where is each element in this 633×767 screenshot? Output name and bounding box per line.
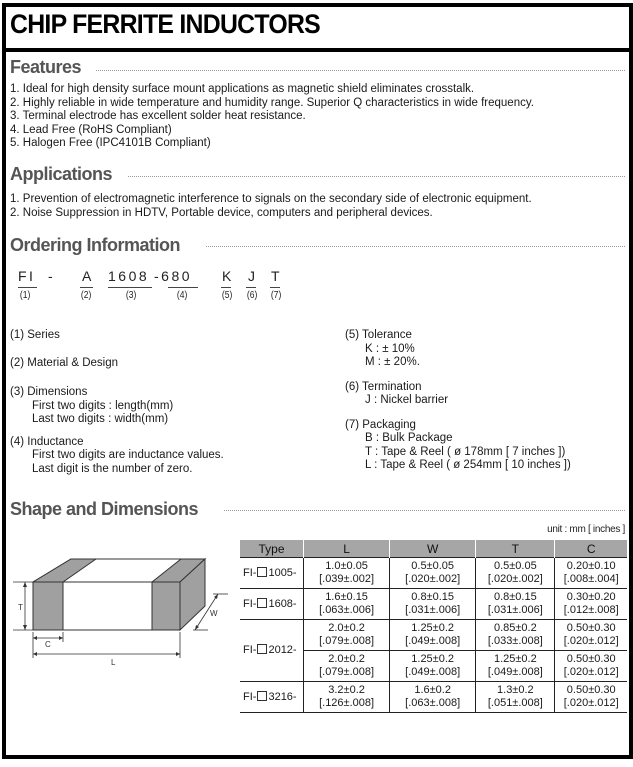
column-header-l: L xyxy=(304,540,390,558)
w-cell: 0.5±0.05 [.020±.002] xyxy=(390,558,476,589)
code-label: (5) xyxy=(221,290,233,301)
material-label: (2) Material & Design xyxy=(10,356,119,369)
code-label: (4) xyxy=(176,290,188,301)
underline xyxy=(221,287,231,288)
inductance-label: (4) Inductance xyxy=(10,435,84,448)
svg-text:W: W xyxy=(210,609,218,618)
packaging-option: L : Tape & Reel ( ø 254mm [ 10 inches ]) xyxy=(365,459,571,471)
features-heading: Features xyxy=(10,57,82,77)
w-cell: 1.6±0.2 [.063±.008] xyxy=(390,682,476,713)
applications-list xyxy=(10,193,532,220)
type-cell: FI- 3216- xyxy=(240,682,304,713)
table-row xyxy=(240,682,627,713)
tolerance-option: K : ± 10% xyxy=(365,342,415,355)
inductance-detail: Last digit is the number of zero. xyxy=(32,462,193,475)
t-cell: 1.3±0.2 [.051±.008] xyxy=(476,682,555,713)
title-box xyxy=(2,3,633,52)
underline xyxy=(168,287,198,288)
shape-divider xyxy=(224,510,625,511)
table-row xyxy=(240,558,627,589)
t-cell: 0.8±0.15 [.031±.006] xyxy=(476,589,555,620)
type-cell: FI- 1608- xyxy=(240,589,304,620)
features-list xyxy=(10,83,534,151)
t-cell: 0.5±0.05 [.020±.002] xyxy=(476,558,555,589)
code-part-material: A xyxy=(82,268,94,284)
checkbox-placeholder-icon xyxy=(257,691,267,701)
chip-dimension-diagram xyxy=(8,540,238,670)
application-item: 2. Noise Suppression in HDTV, Portable device, computers and peripheral devices. xyxy=(10,206,433,219)
code-label: (7) xyxy=(270,290,282,301)
packaging-label: (7) Packaging xyxy=(345,418,416,431)
dimensions-label: (3) Dimensions xyxy=(10,386,88,398)
column-header-c: C xyxy=(555,540,627,558)
c-cell: 0.50±0.30 [.020±.012] xyxy=(555,620,627,651)
unit-note: unit : mm [ inches ] xyxy=(547,524,625,535)
t-cell: 0.85±0.2 [.033±.008] xyxy=(476,620,555,651)
c-cell: 0.50±0.30 [.020±.012] xyxy=(555,682,627,713)
underline xyxy=(108,287,152,288)
feature-item: 4. Lead Free (RoHS Compliant) xyxy=(10,123,172,136)
packaging-option: T : Tape & Reel ( ø 178mm [ 7 inches ]) xyxy=(365,445,566,458)
checkbox-placeholder-icon xyxy=(257,644,267,654)
page-title: CHIP FERRITE INDUCTORS xyxy=(10,9,320,39)
ordering-right-column xyxy=(345,329,571,473)
feature-item: 2. Highly reliable in wide temperature and humidity range. Superior Q characteristics in wide frequency. xyxy=(10,96,534,109)
l-cell: 2.0±0.2 [.079±.008] xyxy=(304,651,390,682)
underline xyxy=(270,287,280,288)
termination-label: (6) Termination xyxy=(345,380,422,393)
type-cell: FI- 1005- xyxy=(240,558,304,589)
tolerance-label: (5) Tolerance xyxy=(345,329,412,341)
column-header-t: T xyxy=(476,540,555,558)
code-label: (1) xyxy=(19,290,31,301)
dimensions-detail: First two digits : length(mm) xyxy=(32,399,174,412)
w-cell: 0.8±0.15 [.031±.006] xyxy=(390,589,476,620)
l-cell: 1.0±0.05 [.039±.002] xyxy=(304,558,390,589)
svg-text:T: T xyxy=(18,603,23,612)
dimensions-table xyxy=(240,540,627,713)
c-cell: 0.50±0.30 [.020±.012] xyxy=(555,651,627,682)
checkbox-placeholder-icon xyxy=(257,567,267,577)
code-part-termination: J xyxy=(248,268,258,284)
t-cell: 1.25±0.2 [.049±.008] xyxy=(476,651,555,682)
code-label: (3) xyxy=(125,290,137,301)
feature-item: 3. Terminal electrode has excellent solder heat resistance. xyxy=(10,110,306,122)
checkbox-placeholder-icon xyxy=(257,598,267,608)
code-label: (2) xyxy=(80,290,92,301)
applications-heading: Applications xyxy=(10,164,113,184)
series-label: (1) Series xyxy=(10,329,60,341)
code-part-tolerance: K xyxy=(222,268,234,284)
c-cell: 0.20±0.10 [.008±.004] xyxy=(555,558,627,589)
dimensions-detail: Last two digits : width(mm) xyxy=(32,413,169,425)
ordering-left-column xyxy=(10,329,224,476)
feature-item: 5. Halogen Free (IPC4101B Compliant) xyxy=(10,137,211,149)
svg-text:C: C xyxy=(45,640,51,649)
shape-heading: Shape and Dimensions xyxy=(10,499,199,519)
inductance-detail: First two digits are inductance values. xyxy=(32,449,224,461)
code-part-dash: - xyxy=(48,268,56,284)
code-part-dimensions: 1608 xyxy=(108,268,150,284)
ordering-heading: Ordering Information xyxy=(10,235,180,255)
code-part-packaging: T xyxy=(271,268,283,284)
code-label: (6) xyxy=(246,290,258,301)
underline xyxy=(80,287,93,288)
table-row xyxy=(240,620,627,651)
table-row xyxy=(240,589,627,620)
l-cell: 2.0±0.2 [.079±.008] xyxy=(304,620,390,651)
termination-option: J : Nickel barrier xyxy=(365,394,449,406)
code-part-series: FI xyxy=(18,268,36,284)
l-cell: 1.6±0.15 [.063±.006] xyxy=(304,589,390,620)
table-header-row xyxy=(240,540,627,558)
feature-item: 1. Ideal for high density surface mount applications as magnetic shield eliminates crosstalk. xyxy=(10,83,475,95)
features-divider xyxy=(96,70,625,71)
code-part-inductance: -680 xyxy=(154,268,193,284)
underline xyxy=(246,287,256,288)
svg-text:L: L xyxy=(111,658,116,667)
column-header-type: Type xyxy=(240,540,304,558)
ordering-divider xyxy=(206,246,625,247)
applications-divider xyxy=(128,176,625,177)
column-header-w: W xyxy=(390,540,476,558)
type-cell: FI- 2012- xyxy=(240,620,304,682)
w-cell: 1.25±0.2 [.049±.008] xyxy=(390,620,476,651)
c-cell: 0.30±0.20 [.012±.008] xyxy=(555,589,627,620)
application-item: 1. Prevention of electromagnetic interference to signals on the secondary side of electronic equipment. xyxy=(10,193,532,205)
packaging-option: B : Bulk Package xyxy=(365,432,453,444)
w-cell: 1.25±0.2 [.049±.008] xyxy=(390,651,476,682)
underline xyxy=(18,287,37,288)
tolerance-option: M : ± 20%. xyxy=(365,356,420,368)
l-cell: 3.2±0.2 [.126±.008] xyxy=(304,682,390,713)
